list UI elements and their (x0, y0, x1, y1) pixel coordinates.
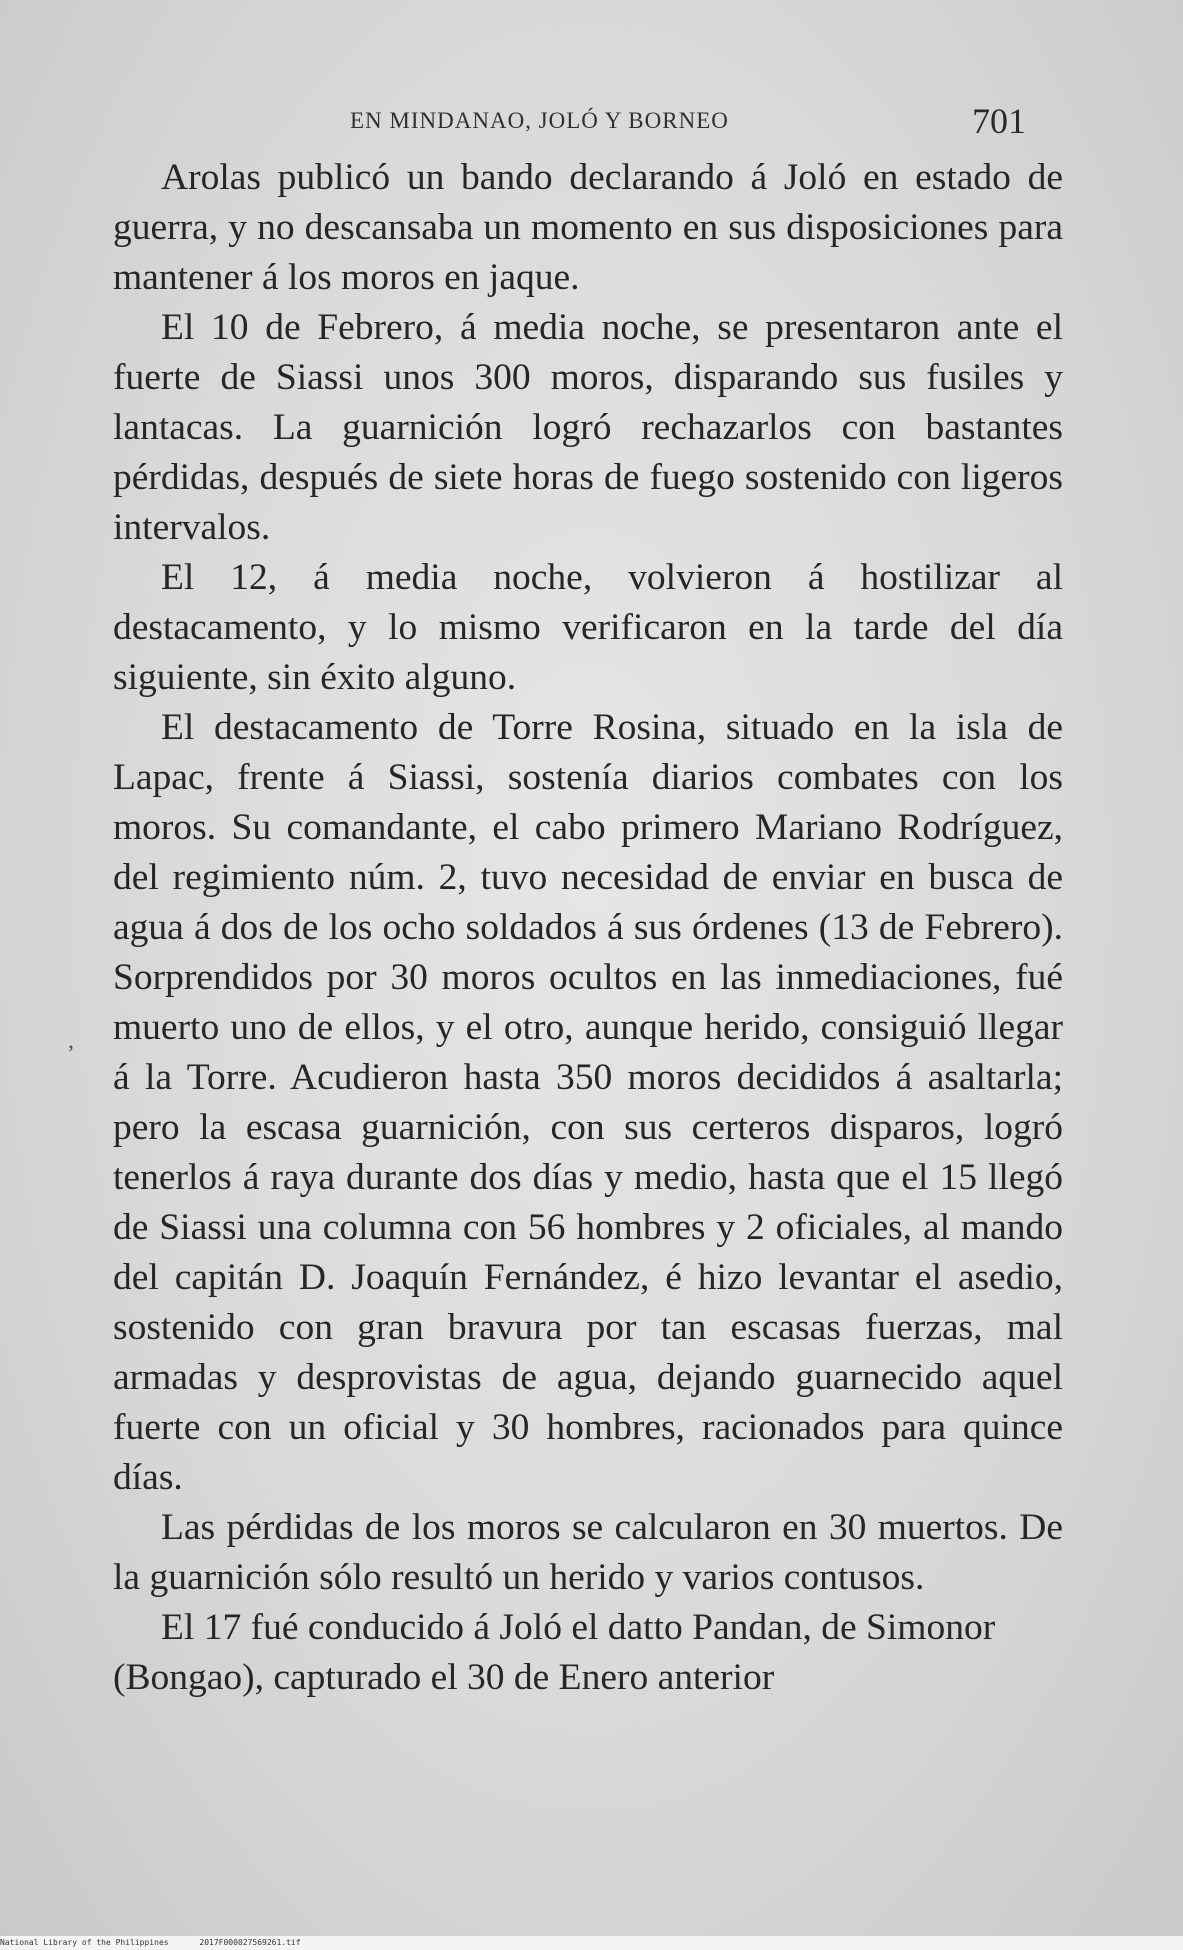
footer-file-id: 2017F000027569261.tif (199, 1938, 301, 1947)
paragraph: El destacamento de Torre Rosina, situado en la isla de Lapac, frente á Siassi, sostenía diarios combates con los moros. Su comandante, el cabo primero Mariano Rodríguez, del regimiento núm. 2, tuvo necesidad de enviar en busca de agua á dos de los ocho soldados á sus órdenes (13 de Febrero). Sorprendidos por 30 moros ocultos en las inmediaciones, fué muerto uno de ellos, y el otro, aunque herido, consiguió llegar á la Torre. Acudieron hasta 350 moros decididos á asaltarla; pero la escasa guarnición, con sus certeros disparos, logró tenerlos á raya durante dos días y medio, hasta que el 15 llegó de Siassi una columna con 56 hombres y 2 oficiales, al mando del capitán D. Joaquín Fernández, é hizo levantar el asedio, sostenido con gran bravura por tan escasas fuerzas, mal armadas y desprovistas de agua, dejando guarnecido aquel fuerte con un oficial y 30 hombres, racionados para quince días. (113, 707, 1063, 1498)
footer-library: National Library of the Philippines (0, 1938, 169, 1947)
paragraph: El 10 de Febrero, á media noche, se presentaron ante el fuerte de Siassi unos 300 moros, disparando sus fusiles y lantacas. La guarnición logró rechazarlos con bastantes pérdidas, después de siete horas de fuego sostenido con ligeros intervalos. (113, 307, 1063, 548)
scan-footer (0, 1936, 1183, 1950)
page-header (0, 100, 1183, 140)
paragraph: Las pérdidas de los moros se calcularon en 30 muertos. De la guarnición sólo resultó un herido y varios contusos. (113, 1507, 1063, 1598)
paragraph: Arolas publicó un bando declarando á Joló en estado de guerra, y no descansaba un momento en sus disposiciones para mantener á los moros en jaque. (113, 157, 1063, 298)
paragraph: El 12, á media noche, volvieron á hostilizar al destacamento, y lo mismo verificaron en la tarde del día siguiente, sin éxito alguno. (113, 557, 1063, 698)
paragraph: El 17 fué conducido á Joló el datto Pandan, de Simonor (Bongao), capturado el 30 de Enero anterior (113, 1607, 996, 1698)
body-text (113, 153, 1063, 1703)
page-number: 701 (972, 101, 1026, 141)
running-title: EN MINDANAO, JOLÓ Y BORNEO (350, 108, 729, 133)
margin-mark: , (68, 1028, 74, 1054)
